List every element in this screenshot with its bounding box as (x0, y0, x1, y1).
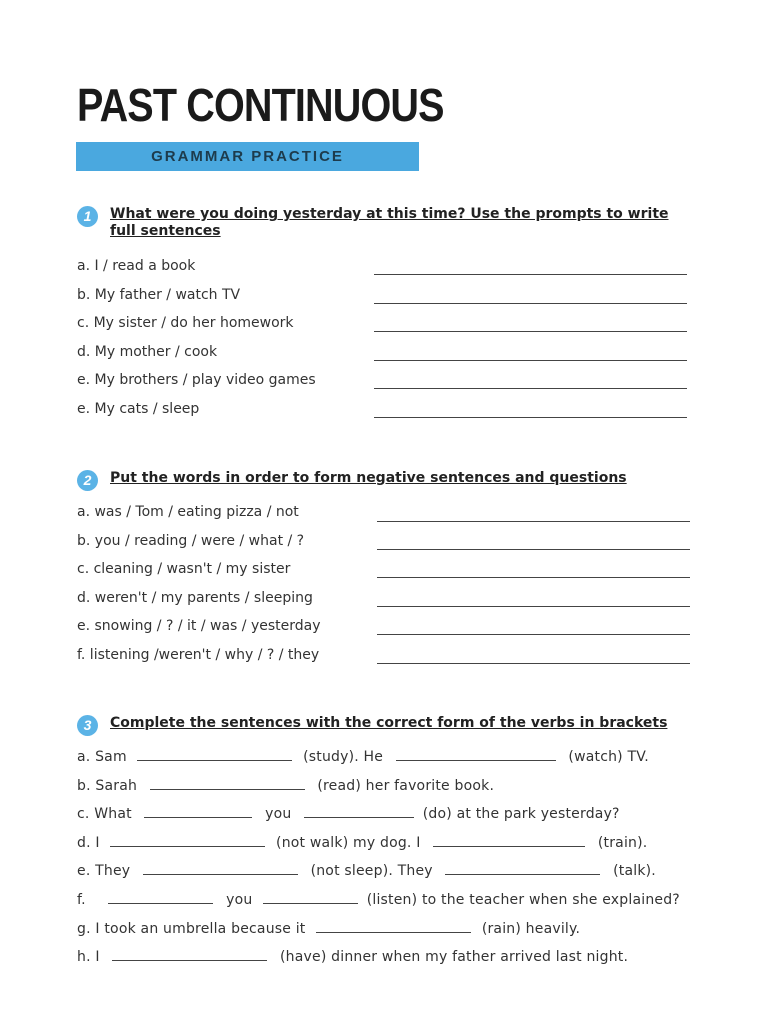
answer-line-1c[interactable] (374, 331, 687, 332)
blank-3b-1[interactable] (150, 777, 305, 790)
item-f-text-3: (listen) to the teacher when she explained? (366, 892, 680, 908)
answer-line-2f[interactable] (377, 663, 690, 664)
exercise-3-item-h (77, 948, 628, 965)
section-1-instruction-line-1: What were you doing yesterday at this time? Use the prompts to write (110, 206, 669, 222)
exercise-3-item-d (77, 834, 647, 851)
section-1-instruction-line-2: full sentences (110, 223, 221, 239)
exercise-2-item-b: b. you / reading / were / what / ? (77, 533, 305, 549)
item-c-text-1: c. What (77, 806, 132, 822)
section-2-header (77, 470, 697, 487)
answer-line-1a[interactable] (374, 274, 687, 275)
blank-3e-2[interactable] (445, 862, 600, 875)
item-h-text-1: h. I (77, 949, 100, 965)
item-e-text-2: (not sleep). They (310, 863, 433, 879)
blank-3a-2[interactable] (396, 748, 556, 761)
exercise-1-item-e2: e. My cats / sleep (77, 401, 200, 417)
exercise-3-item-g (77, 920, 580, 937)
blank-3f-2[interactable] (263, 891, 358, 904)
subtitle-banner: GRAMMAR PRACTICE (76, 142, 419, 171)
item-a-text-2: (study). He (303, 749, 384, 765)
blank-3c-1[interactable] (144, 805, 252, 818)
answer-line-2b[interactable] (377, 549, 690, 550)
section-3-header (77, 715, 697, 732)
answer-line-1d[interactable] (374, 360, 687, 361)
answer-line-2a[interactable] (377, 521, 690, 522)
exercise-1-item-c: c. My sister / do her homework (77, 315, 294, 331)
blank-3g-1[interactable] (316, 920, 471, 933)
item-g-text-2: (rain) heavily. (481, 921, 581, 937)
blank-3d-2[interactable] (433, 834, 585, 847)
answer-line-1f[interactable] (374, 417, 687, 418)
answer-line-2c[interactable] (377, 577, 690, 578)
section-3 (77, 715, 697, 965)
section-1-number-badge: 1 (77, 206, 98, 227)
item-h-text-2: (have) dinner when my father arrived last night. (280, 949, 629, 965)
exercise-2-item-f: f. listening /weren't / why / ? / they (77, 647, 320, 663)
item-f-text-1: f. (77, 892, 86, 908)
answer-line-2d[interactable] (377, 606, 690, 607)
item-c-text-2: you (265, 806, 292, 822)
exercise-3-item-c (77, 805, 620, 822)
exercise-1-item-e: e. My brothers / play video games (77, 372, 316, 388)
exercise-3-item-f (77, 891, 680, 908)
item-d-text-1: d. I (77, 835, 100, 851)
answer-line-1e[interactable] (374, 388, 687, 389)
blank-3c-2[interactable] (304, 805, 414, 818)
blank-3e-1[interactable] (143, 862, 298, 875)
item-f-text-2: you (226, 892, 253, 908)
page-title: PAST CONTINUOUS (77, 79, 444, 131)
exercise-2-item-a: a. was / Tom / eating pizza / not (77, 504, 299, 520)
section-2-number-badge: 2 (77, 470, 98, 491)
item-g-text-1: g. I took an umbrella because it (77, 921, 306, 937)
exercise-2-item-e: e. snowing / ? / it / was / yesterday (77, 618, 321, 634)
exercise-3-item-e (77, 862, 656, 879)
blank-3a-1[interactable] (137, 748, 292, 761)
answer-line-2e[interactable] (377, 634, 690, 635)
exercise-3-item-b (77, 777, 494, 794)
exercise-3-item-a (77, 748, 649, 765)
item-b-text-1: b. Sarah (77, 778, 138, 794)
item-a-text-1: a. Sam (77, 749, 127, 765)
item-d-text-3: (train). (597, 835, 648, 851)
item-b-text-2: (read) her favorite book. (317, 778, 495, 794)
section-1-header (77, 206, 697, 240)
blank-3d-1[interactable] (110, 834, 265, 847)
item-e-text-1: e. They (77, 863, 131, 879)
item-e-text-3: (talk). (613, 863, 656, 879)
blank-3h-1[interactable] (112, 948, 267, 961)
blank-3f-1[interactable] (108, 891, 213, 904)
exercise-2-item-c: c. cleaning / wasn't / my sister (77, 561, 291, 577)
section-2-instruction: Put the words in order to form negative sentences and questions (110, 470, 627, 486)
exercise-1-item-b: b. My father / watch TV (77, 287, 241, 303)
exercise-1-item-d: d. My mother / cook (77, 344, 218, 360)
item-c-text-3: (do) at the park yesterday? (422, 806, 620, 822)
section-3-number-badge: 3 (77, 715, 98, 736)
exercise-2-item-d: d. weren't / my parents / sleeping (77, 590, 313, 606)
section-3-instruction: Complete the sentences with the correct form of the verbs in brackets (110, 715, 668, 731)
item-a-text-3: (watch) TV. (568, 749, 649, 765)
exercise-1-item-a: a. I / read a book (77, 258, 196, 274)
section-2 (77, 470, 697, 663)
answer-line-1b[interactable] (374, 303, 687, 304)
item-d-text-2: (not walk) my dog. I (276, 835, 421, 851)
section-1 (77, 206, 697, 417)
